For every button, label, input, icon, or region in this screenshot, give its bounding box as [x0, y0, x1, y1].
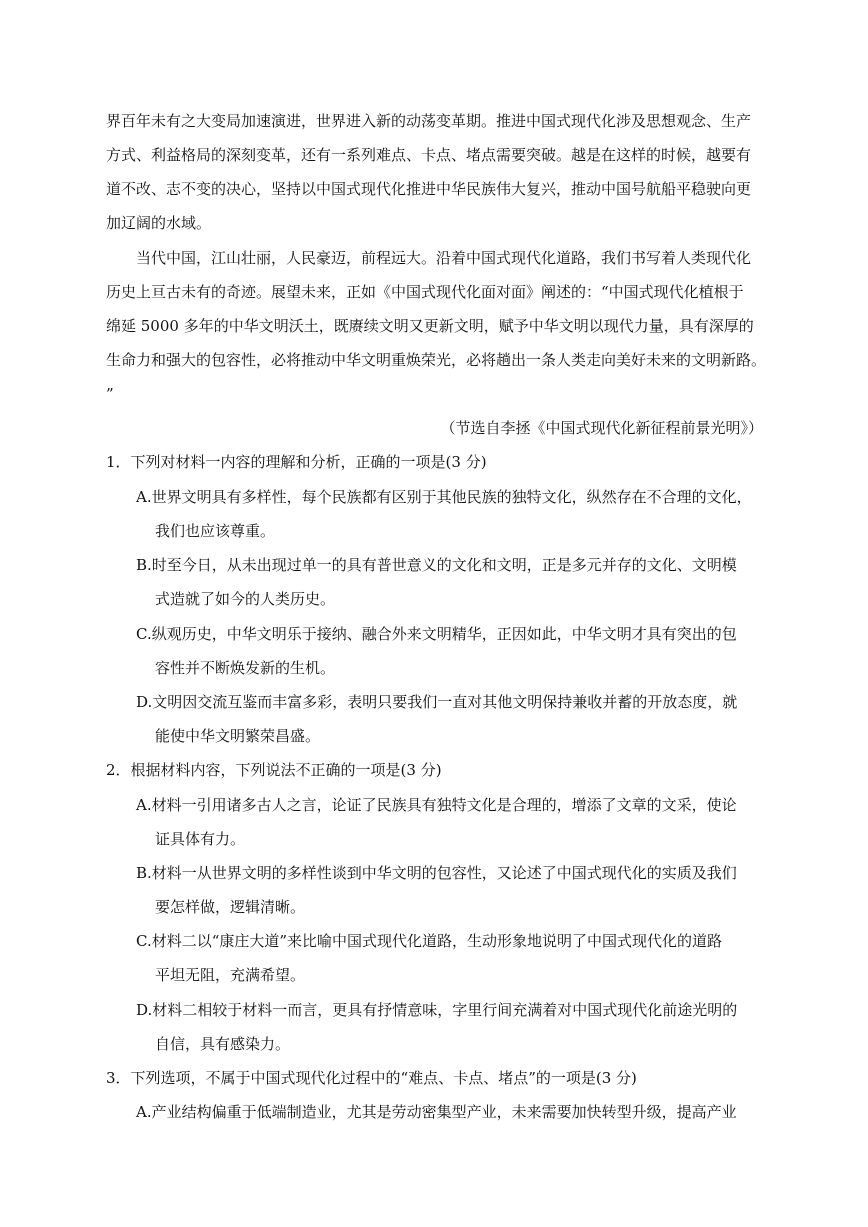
- option-a: A.材料一引用诸多古人之言，论证了民族具有独特文化是合理的，增添了文章的文采，使论: [136, 796, 737, 814]
- option-a: A.世界文明具有多样性，每个民族都有区别于其他民族的独特文化，纵然存在不合理的文化，: [136, 488, 752, 506]
- option-a-continued: 证具体有力。: [155, 830, 246, 848]
- option-b-continued: 式造就了如今的人类历史。: [155, 590, 336, 608]
- option-d: D.材料二相较于材料一而言，更具有抒情意味，字里行间充满着对中国式现代化前途光明的: [136, 1001, 738, 1019]
- option-d: D.文明因交流互鉴而丰富多彩，表明只要我们一直对其他文明保持兼收并蓄的开放态度，就: [136, 693, 738, 711]
- option-a-continued: 我们也应该尊重。: [155, 522, 276, 540]
- question-stem: 3．下列选项，不属于中国式现代化过程中的“难点、卡点、堵点”的一项是(3 分): [106, 1069, 637, 1087]
- passage-line: 当代中国，江山壮丽，人民豪迈，前程远大。沿着中国式现代化道路，我们书写着人类现代化: [136, 249, 752, 267]
- question-stem: 2．根据材料内容，下列说法不正确的一项是(3 分): [106, 761, 442, 779]
- option-c-continued: 平坦无阻，充满希望。: [155, 966, 306, 984]
- passage-line: 绵延 5000 多年的中华文明沃土，既赓续文明又更新文明，赋予中华文明以现代力量，具有深厚的: [106, 317, 754, 335]
- option-d-continued: 自信，具有感染力。: [155, 1035, 291, 1053]
- option-b: B.材料一从世界文明的多样性谈到中华文明的包容性，又论述了中国式现代化的实质及我们: [136, 864, 737, 882]
- passage-line: 道不改、志不变的决心，坚持以中国式现代化推进中华民族伟大复兴，推动中国号航船平稳驶向更: [106, 180, 752, 198]
- option-b: B.时至今日，从未出现过单一的具有普世意义的文化和文明，正是多元并存的文化、文明模: [136, 556, 737, 574]
- option-c: C.纵观历史，中华文明乐于接纳、融合外来文明精华，正因如此，中华文明才具有突出的包: [136, 625, 737, 643]
- passage-line: 历史上亘古未有的奇迹。展望未来，正如《中国式现代化面对面》阐述的：“中国式现代化植根于: [106, 283, 744, 301]
- option-b-continued: 要怎样做，逻辑清晰。: [155, 898, 306, 916]
- option-a: A.产业结构偏重于低端制造业，尤其是劳动密集型产业，未来需要加快转型升级，提高产业: [136, 1103, 737, 1121]
- question-stem: 1．下列对材料一内容的理解和分析，正确的一项是(3 分): [106, 453, 487, 471]
- passage-line: 方式、利益格局的深刻变革，还有一系列难点、卡点、堵点需要突破。越是在这样的时候，越要有: [106, 146, 752, 164]
- option-c: C.材料二以“康庄大道”来比喻中国式现代化道路，生动形象地说明了中国式现代化的道路: [136, 932, 723, 950]
- passage-source: （节选自李拯《中国式现代化新征程前景光明》）: [440, 419, 763, 437]
- option-c-continued: 容性并不断焕发新的生机。: [155, 659, 336, 677]
- passage-line: 生命力和强大的包容性，必将推动中华文明重焕荣光，必将趟出一条人类走向美好未来的文明新路。: [106, 351, 767, 369]
- passage-line: 加辽阔的水域。: [106, 214, 212, 232]
- option-d-continued: 能使中华文明繁荣昌盛。: [155, 727, 321, 745]
- passage-line: ”: [106, 385, 114, 403]
- passage-line: 界百年未有之大变局加速演进，世界进入新的动荡变革期。推进中国式现代化涉及思想观念、生产: [106, 112, 752, 130]
